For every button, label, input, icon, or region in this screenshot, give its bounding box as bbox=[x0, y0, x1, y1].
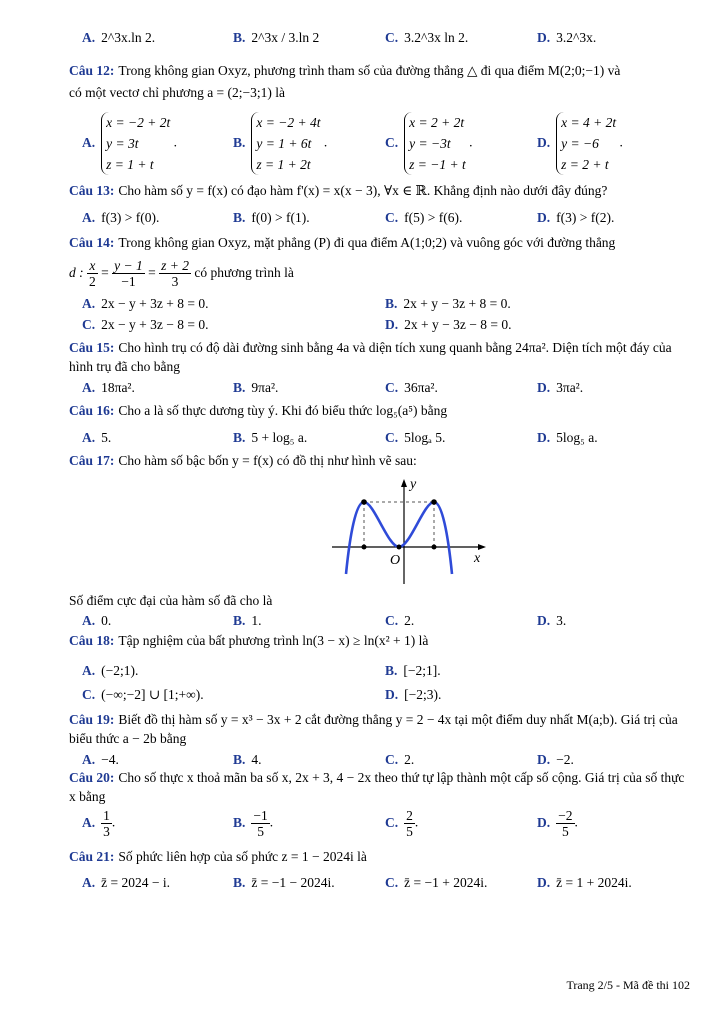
question-20 bbox=[69, 768, 691, 806]
right-max-x-point bbox=[432, 545, 437, 550]
q21-number: Câu 21: bbox=[69, 849, 115, 864]
q17-option-a: A. 0. bbox=[82, 613, 112, 628]
q12-options bbox=[0, 112, 725, 178]
q11-b-text: 2^3x / 3.ln 2 bbox=[251, 30, 320, 45]
q18-number: Câu 18: bbox=[69, 633, 115, 648]
q15-text: Cho hình trụ có độ dài đường sinh bằng 4a và diện tích xung quanh bằng 24πa². Diện tích một đáy của hình trụ đã cho bằng bbox=[69, 340, 672, 374]
q11-d-text: 3.2^3x. bbox=[556, 30, 597, 45]
q19-option-d: D. −2. bbox=[537, 752, 574, 767]
q12-number: Câu 12: bbox=[69, 63, 115, 78]
q16-option-a: A. 5. bbox=[82, 430, 112, 445]
q11-options bbox=[0, 26, 725, 50]
q20-option-c: C. $\frac{2}{5}$ . bbox=[385, 808, 419, 839]
q18-option-c: C. (−∞;−2] ∪ [1;+∞). bbox=[82, 687, 204, 702]
q19-text: Biết đồ thị hàm số y = x³ − 3x + 2 cắt đường thẳng y = 2 − 4x tại một điểm duy nhất M(a;b). Giá trị của biểu thức a − 2b bằng bbox=[69, 712, 678, 746]
function-graph bbox=[328, 474, 492, 586]
q13-option-c: C. f(5) > f(6). bbox=[385, 210, 463, 225]
q11-option-d: D. 3.2^3x. bbox=[537, 30, 597, 45]
q18-option-a: A. (−2;1). bbox=[82, 663, 139, 678]
q12-text-2: có một vectơ chỉ phương a = (2;−3;1) là bbox=[69, 85, 286, 100]
left-max-x-point bbox=[362, 545, 367, 550]
q21-options bbox=[0, 871, 725, 895]
q19-option-a: A. −4. bbox=[82, 752, 119, 767]
q19-number: Câu 19: bbox=[69, 712, 115, 727]
q16-options bbox=[0, 426, 725, 450]
q13-options bbox=[0, 206, 725, 230]
q13-option-d: D. f(3) > f(2). bbox=[537, 210, 615, 225]
q12-option-d: D.x = 4 + 2t y = −6 z = 2 + t . bbox=[537, 112, 623, 175]
q11-option-b: B. 2^3x / 3.ln 2 bbox=[233, 30, 320, 45]
y-axis-arrow bbox=[401, 479, 407, 487]
q15-option-a: A. 18πa². bbox=[82, 380, 135, 395]
q12-option-a: A.x = −2 + 2t y = 3t z = 1 + t . bbox=[82, 112, 177, 175]
q13-text: Cho hàm số y = f(x) có đạo hàm f'(x) = x(x − 3), ∀x ∈ ℝ. Khẳng định nào dưới đây đúng? bbox=[118, 183, 608, 198]
q17-number: Câu 17: bbox=[69, 453, 115, 468]
left-max-point bbox=[361, 499, 367, 505]
q13-option-b: B. f(0) > f(1). bbox=[233, 210, 310, 225]
q19-option-c: C. 2. bbox=[385, 752, 415, 767]
q13-option-a: A. f(3) > f(0). bbox=[82, 210, 160, 225]
q20-option-b: B. $\frac{-1}{5}$ . bbox=[233, 808, 274, 839]
q20-option-d: D. $\frac{-2}{5}$ . bbox=[537, 808, 578, 839]
question-18 bbox=[69, 630, 691, 652]
q18-option-d: D. [−2;3). bbox=[385, 687, 442, 702]
q16-number: Câu 16: bbox=[69, 403, 115, 418]
question-16 bbox=[69, 400, 691, 422]
q21-text: Số phức liên hợp của số phức z = 1 − 2024i là bbox=[118, 849, 367, 864]
q11-option-c: C. 3.2^3x ln 2. bbox=[385, 30, 469, 45]
q20-options bbox=[0, 808, 725, 844]
q18-text: Tập nghiệm của bất phương trình ln(3 − x) ≥ ln(x² + 1) là bbox=[118, 633, 429, 648]
q20-option-a: A. $\frac{1}{3}$ . bbox=[82, 808, 116, 839]
q17-option-d: D. 3. bbox=[537, 613, 567, 628]
question-19 bbox=[69, 710, 691, 748]
q13-number: Câu 13: bbox=[69, 183, 115, 198]
q18-options-row1 bbox=[0, 659, 725, 683]
q16-text: Cho a là số thực dương tùy ý. Khi đó biểu thức log₅(a⁵) bằng bbox=[118, 403, 448, 418]
q16-option-c: C. 5logₐ 5. bbox=[385, 430, 446, 445]
q15-options bbox=[0, 376, 725, 400]
q17-option-c: C. 2. bbox=[385, 613, 415, 628]
q14-number: Câu 14: bbox=[69, 235, 115, 250]
q20-text: Cho số thực x thoả mãn ba số x, 2x + 3, 4 − 2x theo thứ tự lập thành một cấp số cộng. Giá trị của số thực x bằng bbox=[69, 770, 685, 804]
q14-text-1: Trong không gian Oxyz, mặt phẳng (P) đi qua điểm A(1;0;2) và vuông góc với đường thẳng bbox=[118, 235, 616, 250]
q19-option-b: B. 4. bbox=[233, 752, 262, 767]
q14-option-a: A. 2x − y + 3z + 8 = 0. bbox=[82, 296, 209, 311]
q15-option-c: C. 36πa². bbox=[385, 380, 438, 395]
q15-option-b: B. 9πa². bbox=[233, 380, 279, 395]
question-14 bbox=[69, 232, 691, 254]
q21-option-d: D. z̄ = 1 + 2024i. bbox=[537, 875, 632, 890]
q20-number: Câu 20: bbox=[69, 770, 115, 785]
question-12 bbox=[69, 60, 691, 104]
q17-option-b: B. 1. bbox=[233, 613, 262, 628]
q21-option-a: A. z̄ = 2024 − i. bbox=[82, 875, 170, 890]
min-point bbox=[397, 545, 402, 550]
q17-after-text: Số điểm cực đại của hàm số đã cho là bbox=[69, 593, 273, 608]
q21-option-c: C. z̄ = −1 + 2024i. bbox=[385, 875, 488, 890]
question-13 bbox=[69, 180, 691, 202]
page-footer: Trang 2/5 - Mã đề thi 102 bbox=[566, 978, 690, 992]
y-axis-label: y bbox=[410, 477, 417, 492]
question-15 bbox=[69, 338, 691, 376]
q12-text-1: Trong không gian Oxyz, phương trình tham số của đường thẳng △ đi qua điểm M(2;0;−1) và bbox=[118, 63, 621, 78]
q14-option-c: C. 2x − y + 3z − 8 = 0. bbox=[82, 317, 209, 332]
q11-c-text: 3.2^3x ln 2. bbox=[404, 30, 469, 45]
q17-text: Cho hàm số bậc bốn y = f(x) có đồ thị như hình vẽ sau: bbox=[118, 453, 417, 468]
origin-label: O bbox=[390, 553, 401, 568]
question-21 bbox=[69, 846, 691, 868]
q14-options-row2 bbox=[0, 313, 725, 337]
q21-option-b: B. z̄ = −1 − 2024i. bbox=[233, 875, 335, 890]
q14-option-b: B. 2x + y − 3z + 8 = 0. bbox=[385, 296, 511, 311]
q16-option-b: B. 5 + log₅ a. bbox=[233, 430, 308, 445]
q14-option-d: D. 2x + y − 3z − 8 = 0. bbox=[385, 317, 512, 332]
q18-options-row2 bbox=[0, 683, 725, 707]
q15-number: Câu 15: bbox=[69, 340, 115, 355]
q11-a-text: 2^3x.ln 2. bbox=[101, 30, 156, 45]
x-axis-arrow bbox=[478, 544, 486, 550]
question-17 bbox=[69, 450, 691, 472]
q12-option-b: B.x = −2 + 4t y = 1 + 6t z = 1 + 2t . bbox=[233, 112, 327, 175]
q18-option-b: B. [−2;1]. bbox=[385, 663, 441, 678]
x-axis-label: x bbox=[474, 551, 481, 566]
q14-line-equation: d : $\frac{x}{2}$ = $\frac{y - 1}{-1}$ = $\frac{z + 2}{3}$ có phương trình là bbox=[69, 258, 294, 290]
right-max-point bbox=[431, 499, 437, 505]
q15-option-d: D. 3πa². bbox=[537, 380, 584, 395]
q16-option-d: D. 5log₅ a. bbox=[537, 430, 598, 445]
q11-option-a: A. 2^3x.ln 2. bbox=[82, 30, 156, 45]
q12-option-c: C.x = 2 + 2t y = −3t z = −1 + t . bbox=[385, 112, 472, 175]
